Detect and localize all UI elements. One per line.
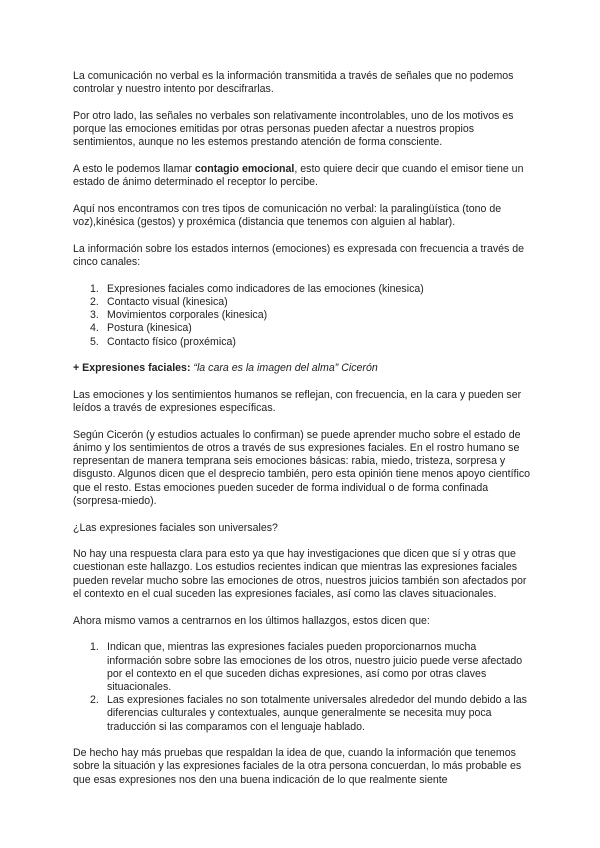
- channels-list: [73, 283, 530, 349]
- list-item: 5. Contacto físico (proxémica): [90, 335, 236, 348]
- findings-list: [73, 641, 530, 733]
- paragraph-answer: No hay una respuesta clara para esto ya que hay investigaciones que dicen que sí y otras que cuestionan este hallazgo. Los estudios recientes indican que mientras las expresiones faciales pueden revelar mucho sobre las emociones de otros, nuestros juicios también son afectados por el contexto en el cual suceden las expresiones faciales, así como las claves situacionales.: [73, 548, 527, 600]
- list-item: 1. Expresiones faciales como indicadores de las emociones (kinesica): [90, 282, 424, 295]
- paragraph-evidence: De hecho hay más pruebas que respaldan la idea de que, cuando la información que tenemos sobre la situación y las expresiones faciales de la otra persona concuerdan, lo más probable es que esas expresiones nos den una buena indicación de lo que realmente siente: [73, 747, 522, 786]
- paragraph-intro: La comunicación no verbal es la información transmitida a través de señales que no podemos controlar y nuestro intento por descifrarlas.: [73, 70, 514, 96]
- list-item: 4. Postura (kinesica): [90, 322, 192, 335]
- paragraph-types: Aquí nos encontramos con tres tipos de comunicación no verbal: la paralingüística (tono de voz),kinésica (gestos) y proxémica (distancia que tenemos con alguien al hablar).: [73, 202, 502, 229]
- list-item: 3. Movimientos corporales (kinesica): [90, 309, 268, 322]
- term-contagio-emocional: contagio emocional: [194, 163, 295, 176]
- list-item: 2. Contacto visual (kinesica): [90, 295, 228, 308]
- paragraph-emotions-face: Las emociones y los sentimientos humanos se reflejan, con frecuencia, en la cara y pueden ser leídos a través de expresiones específicas.: [73, 388, 522, 415]
- list-item: 1. Indican que, mientras las expresiones faciales pueden proporcionarnos mucha información sobre sobre las emociones de los otros, nuestro juicio puede verse afectado por el contexto en el que suceden dichas expresiones, así como por otras claves situacionales.: [90, 641, 523, 693]
- paragraph-findings-intro: Ahora mismo vamos a centrarnos en los últimos hallazgos, estos dicen que:: [73, 614, 430, 627]
- list-item: 2. Las expresiones faciales no son totalmente universales alrededor del mundo debido a las diferencias culturales y contextuales, aunque generalmente se necesita muy poca traducción si las comparamos con el lenguaje hablado.: [90, 694, 527, 733]
- paragraph-channels-intro: La información sobre los estados internos (emociones) es expresada con frecuencia a través de cinco canales:: [73, 242, 525, 269]
- section-heading-facial-expressions: + Expresiones faciales: “la cara es la imagen del alma” Cicerón: [73, 362, 378, 375]
- paragraph-question: ¿Las expresiones faciales son universales?: [73, 521, 278, 534]
- paragraph-ciceron: Según Cicerón (y estudios actuales lo confirman) se puede aprender mucho sobre el estado de ánimo y los sentimientos de otros a través de sus expresiones faciales. En el rostro humano se representan de manera temprana seis emociones básicas: rabia, miedo, tristeza, sorpresa y disgusto. Algunos dicen que el desprecio también, pero esta opinión tiene menos apoyo científico que el resto. Estas emociones pueden suceder de forma individual o de forma confinada (sorpresa-miedo).: [73, 428, 531, 507]
- paragraph-signals: Por otro lado, las señales no verbales son relativamente incontrolables, uno de los motivos es porque las emociones emitidas por otras personas pueden afectar a nuestros propios sentimientos, aunque no les estemos prestando atención de forma consciente.: [73, 109, 514, 149]
- heading-quote: “la cara es la imagen del alma” Cicerón: [190, 362, 378, 375]
- paragraph-contagion: A esto le podemos llamar contagio emocional, esto quiere decir que cuando el emisor tiene un estado de ánimo determinado el receptor lo percibe.: [73, 163, 524, 189]
